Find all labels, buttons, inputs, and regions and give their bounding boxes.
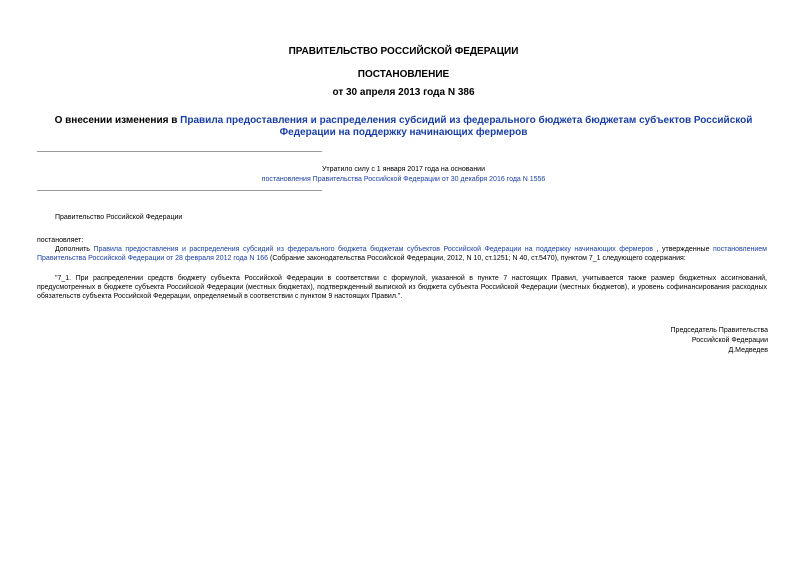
resolves-label: постановляет: — [37, 237, 84, 244]
issuing-body: Правительство Российской Федерации — [55, 214, 183, 221]
government-heading: ПРАВИТЕЛЬСТВО РОССИЙСКОЙ ФЕДЕРАЦИИ — [288, 46, 519, 57]
repeal-decree-link[interactable]: постановления Правительства Российской Федерации от 30 декабря 2016 года N 1556 — [261, 176, 546, 183]
document-type: ПОСТАНОВЛЕНИЕ — [357, 69, 450, 80]
signature-name: Д.Медведев — [728, 347, 768, 354]
document-date: от 30 апреля 2013 года N 386 — [332, 87, 475, 98]
signature-position-country: Российской Федерации — [691, 337, 768, 344]
amend-mid: , утвержденные — [653, 246, 714, 253]
quoted-clause: "7_1. При распределении средств бюджету субъекта Российской Федерации в соответствии с формулой, указанной в пункте 7 настоящих Правил, учитывается также размер бюджетных ассигнований, предусмотренных в бюджете субъекта Российской Федерации (местных бюджетах), подтвержденный выпиской из бюджета субъекта Российской Федерации (местных бюджетов), и уровень софинансирования расходных обязательств субъекта Российской Федерации, определяемый в соответствии с пунктом 9 настоящих Правил.". — [37, 275, 767, 300]
signature-position: Председатель Правительства — [670, 327, 768, 334]
divider-bottom — [37, 190, 322, 191]
title-prefix: О внесении изменения в — [54, 115, 181, 126]
document-title — [48, 115, 759, 139]
amendment-paragraph — [37, 245, 767, 263]
title-rules-link[interactable]: Правила предоставления и распределения субсидий из федерального бюджета бюджетам субъектов Российской Федерации на поддержку начинающих фермеров — [180, 115, 753, 138]
decree-166-link[interactable]: постановлением Правительства Российской Федерации от 28 февраля 2012 года N 166 — [37, 246, 767, 262]
divider-top — [37, 151, 322, 152]
expired-note-link-line — [0, 175, 807, 184]
expired-note: Утратило силу с 1 января 2017 года на основании — [321, 166, 486, 173]
signature-block — [671, 326, 768, 356]
amend-prefix: Дополнить — [55, 246, 94, 253]
rules-link[interactable]: Правила предоставления и распределения субсидий из федерального бюджета бюджетам субъектов Российской Федерации на поддержку начинающих фермеров — [93, 246, 654, 253]
amend-suffix: (Собрание законодательства Российской Федерации, 2012, N 10, ст.1251; N 40, ст.5470), пунктом 7_1 следующего содержания: — [268, 255, 686, 262]
